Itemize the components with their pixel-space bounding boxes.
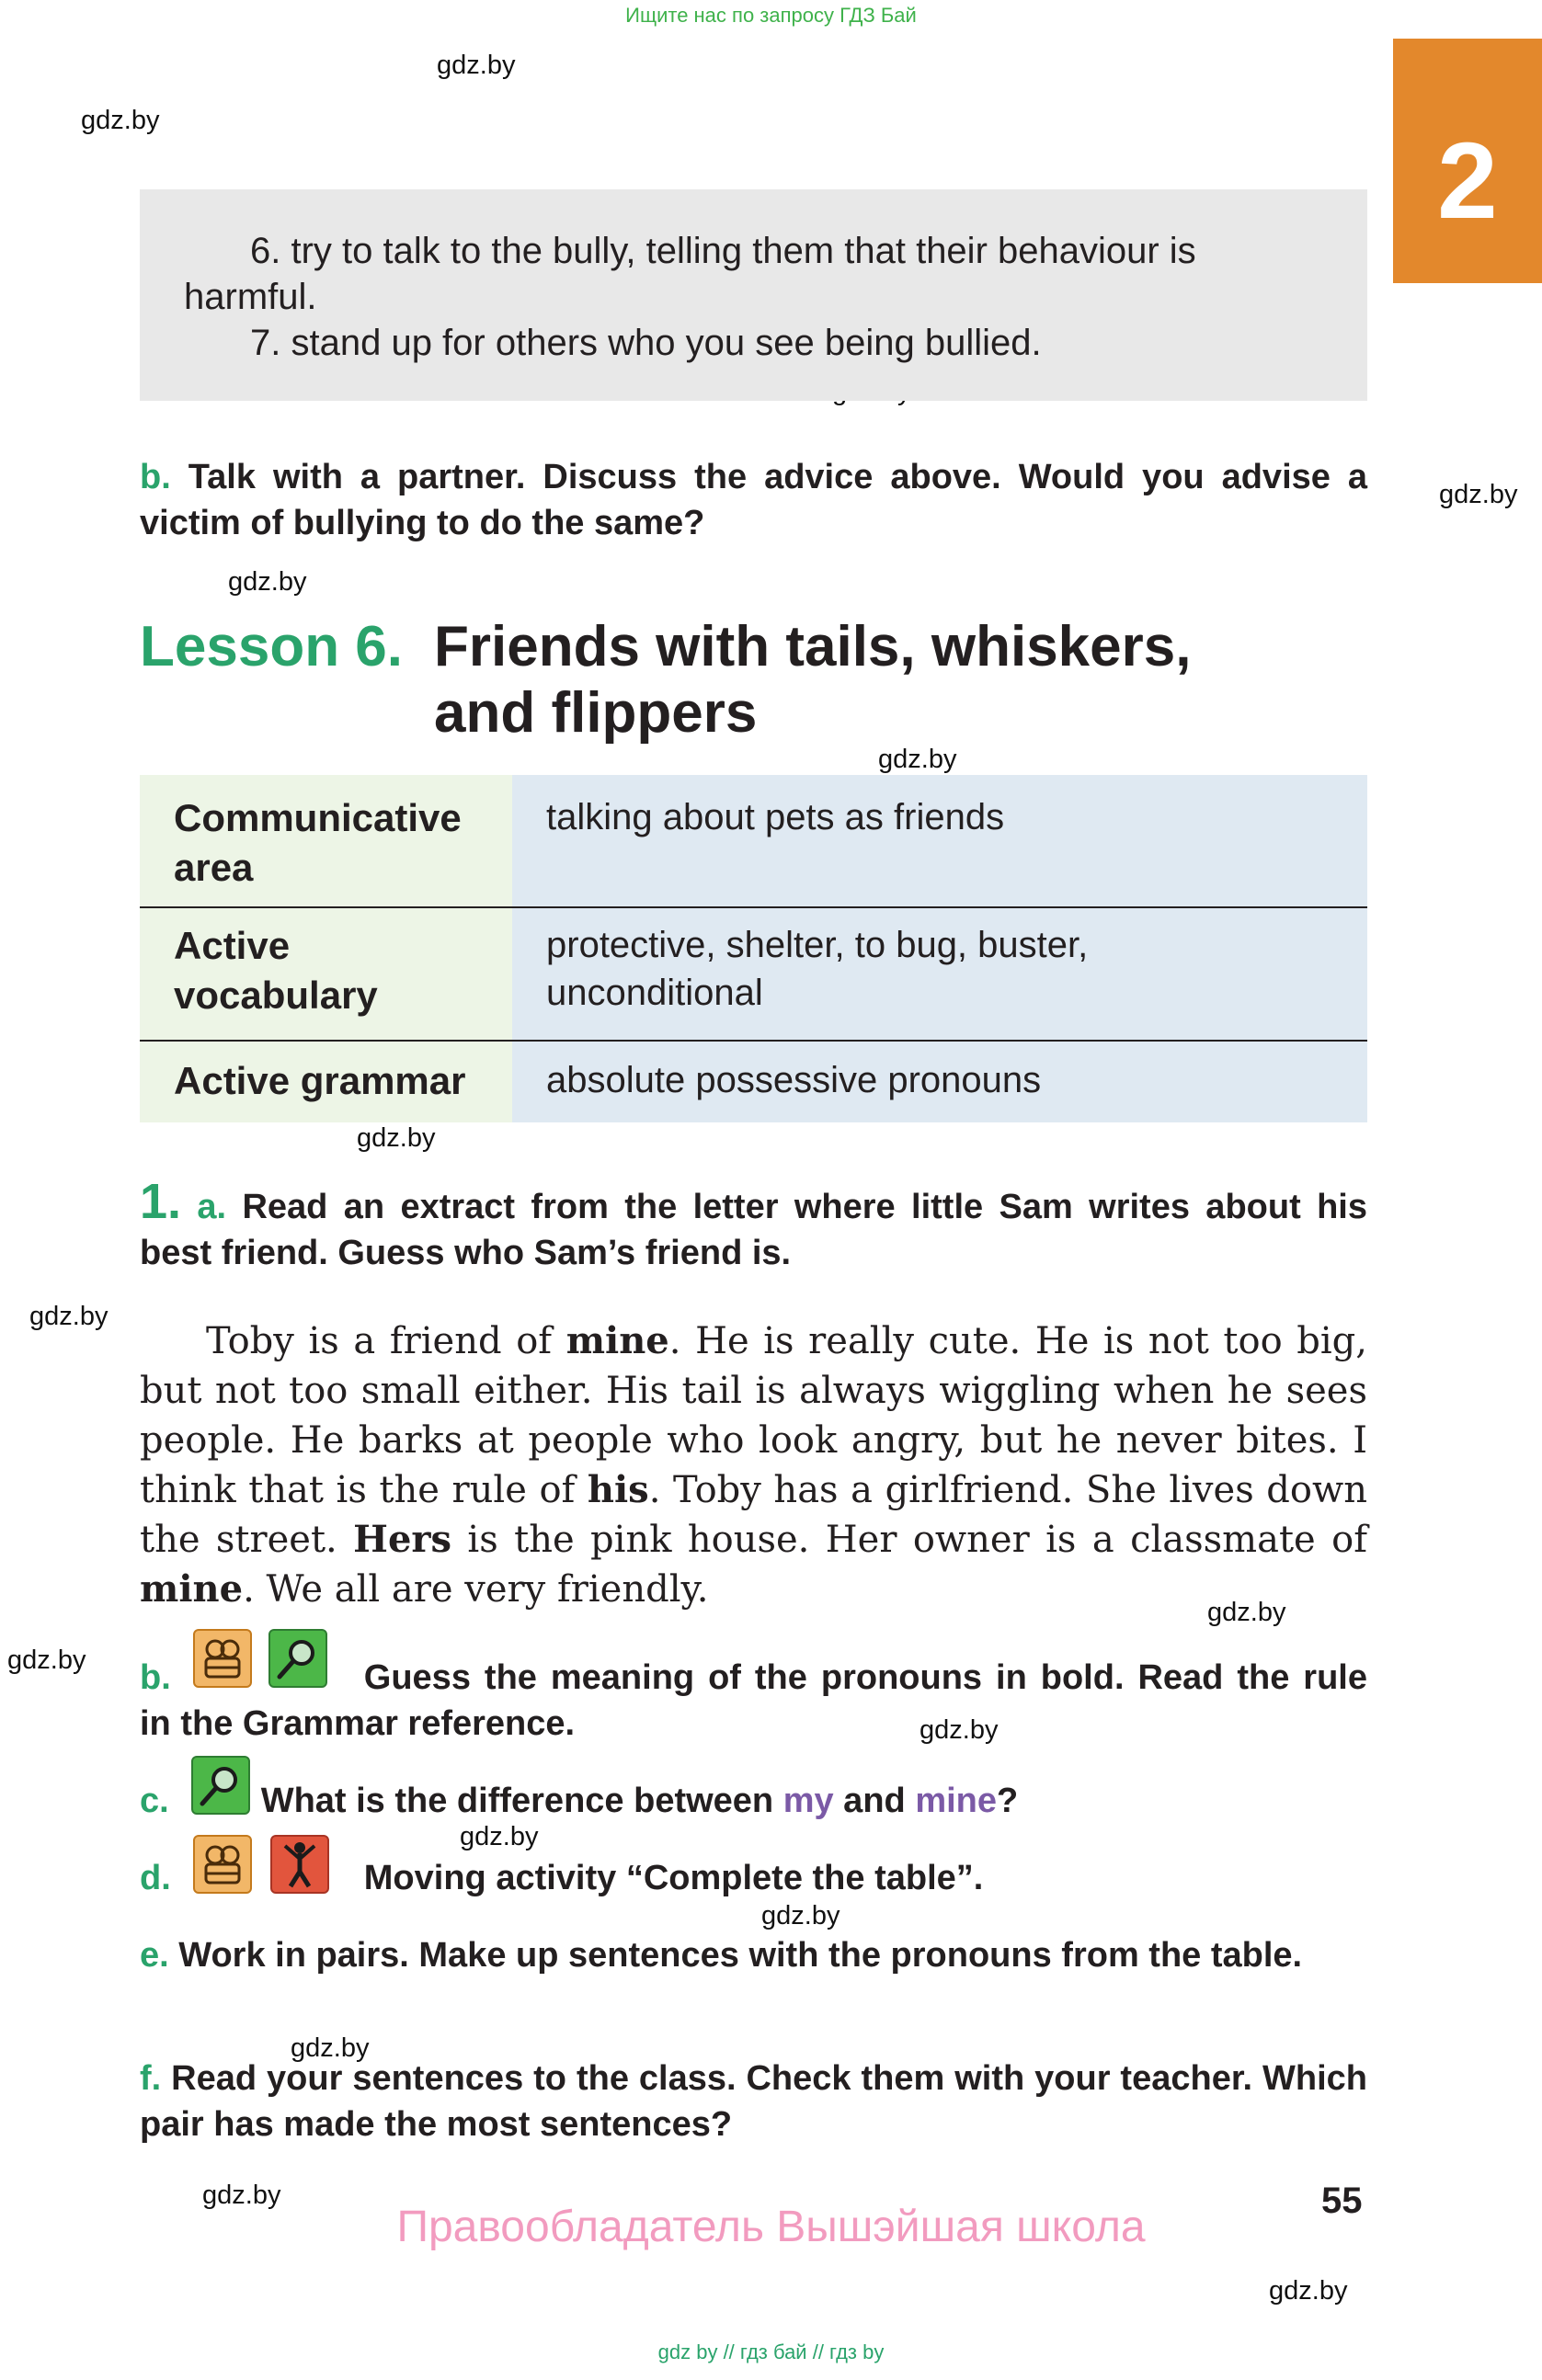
task-text: Moving activity “Complete the table”. xyxy=(363,1859,984,1897)
exercise-1e xyxy=(140,1932,1367,1978)
task-letter: f. xyxy=(140,2059,162,2098)
advice-text: try to talk to the bully, telling them that their behaviour is harmful. xyxy=(184,231,1196,317)
exercise-1f xyxy=(140,2055,1367,2147)
watermark: gdz.by xyxy=(1439,480,1518,509)
table-value: protective, shelter, to bug, buster, unconditional xyxy=(512,906,1367,1040)
exercise-1c: c. What is the difference between my and mine? xyxy=(140,1782,1019,1820)
watermark: gdz.by xyxy=(7,1646,86,1675)
table-row xyxy=(140,906,1367,1040)
advice-item-6 xyxy=(184,228,1324,320)
task-letter: e. xyxy=(140,1936,169,1975)
word-my: my xyxy=(782,1782,834,1820)
watermark: gdz.by xyxy=(437,51,516,80)
watermark: gdz.by xyxy=(1207,1598,1286,1627)
task-b-talk xyxy=(140,454,1367,546)
table-row xyxy=(140,1040,1367,1122)
chapter-number: 2 xyxy=(1437,120,1498,242)
task-text: Read an extract from the letter where little Sam writes about his best friend. Guess who Sam’s friend is. xyxy=(140,1188,1367,1272)
table-divider xyxy=(140,1040,1367,1042)
bold-pronoun: Hers xyxy=(353,1518,452,1561)
watermark: gdz.by xyxy=(460,1822,539,1851)
footer-links: gdz by // гдз бай // гдз by xyxy=(657,2340,885,2363)
task-text: Read your sentences to the class. Check them with your teacher. Which pair has made the most sentences? xyxy=(140,2059,1367,2144)
task-text: Work in pairs. Make up sentences with the pronouns from the table. xyxy=(178,1936,1303,1975)
watermark: gdz.by xyxy=(81,106,160,135)
watermark: gdz.by xyxy=(878,745,957,774)
watermark: gdz.by xyxy=(291,2033,370,2063)
exercise-number: 1. xyxy=(140,1174,182,1229)
advice-number: 6. xyxy=(250,231,281,271)
exercise-1a xyxy=(140,1174,1367,1276)
exercise-1b xyxy=(140,1655,1367,1747)
task-letter: d. xyxy=(140,1859,171,1897)
watermark: gdz.by xyxy=(228,567,307,597)
page-number: 55 xyxy=(1321,2181,1363,2221)
task-letter: b. xyxy=(140,458,171,496)
bold-pronoun: his xyxy=(587,1468,649,1511)
copyright-notice: Правообладатель Вышэйшая школа xyxy=(396,2203,1146,2251)
watermark: gdz.by xyxy=(357,1123,436,1153)
task-letter: a. xyxy=(197,1188,227,1226)
exercise-1d xyxy=(140,1855,1367,1901)
task-letter: b. xyxy=(140,1658,171,1697)
advice-text: stand up for others who you see being bullied. xyxy=(291,323,1042,363)
task-letter: c. xyxy=(140,1782,169,1820)
table-label: Active grammar xyxy=(140,1040,512,1122)
table-label: Active vocabulary xyxy=(140,906,512,1040)
word-mine: mine xyxy=(915,1782,998,1820)
bold-pronoun: mine xyxy=(565,1319,669,1362)
chapter-tab xyxy=(1393,39,1542,283)
table-value: talking about pets as friends xyxy=(512,775,1367,906)
lesson-title: Friends with tails, whiskers, and flippers xyxy=(434,615,1192,745)
watermark: gdz.by xyxy=(761,1901,840,1930)
table-label: Communicative area xyxy=(140,775,512,906)
watermark: gdz.by xyxy=(29,1302,109,1331)
lesson-number: Lesson 6. xyxy=(140,615,403,678)
table-row xyxy=(140,775,1367,906)
bold-pronoun: mine xyxy=(140,1567,244,1611)
task-text: Talk with a partner. Discuss the advice above. Would you advise a victim of bullying to do the same? xyxy=(140,458,1368,542)
advice-item-7 xyxy=(250,320,1335,366)
watermark: gdz.by xyxy=(919,1715,999,1745)
watermark: gdz.by xyxy=(1269,2276,1348,2306)
table-divider xyxy=(140,906,1367,908)
story-extract: Toby is a friend of mine. He is really cute. He is not too big, but not too small either. His tail is always wiggling when he sees people. He barks at people who look angry, but he never bites. I think that is the rule of his. Toby has a girlfriend. She lives down the street. Hers is the pink house. Her owner is a classmate of mine. We all are very friendly. xyxy=(140,1319,1367,1611)
watermark: gdz.by xyxy=(202,2181,281,2210)
advice-number: 7. xyxy=(250,323,281,363)
lesson-info-table xyxy=(140,775,1367,1122)
top-note: Ищите нас по запросу ГДЗ Бай xyxy=(625,4,917,27)
task-text: Guess the meaning of the pronouns in bold. Read the rule in the Grammar reference. xyxy=(140,1658,1367,1743)
table-value: absolute possessive pronouns xyxy=(512,1040,1367,1122)
